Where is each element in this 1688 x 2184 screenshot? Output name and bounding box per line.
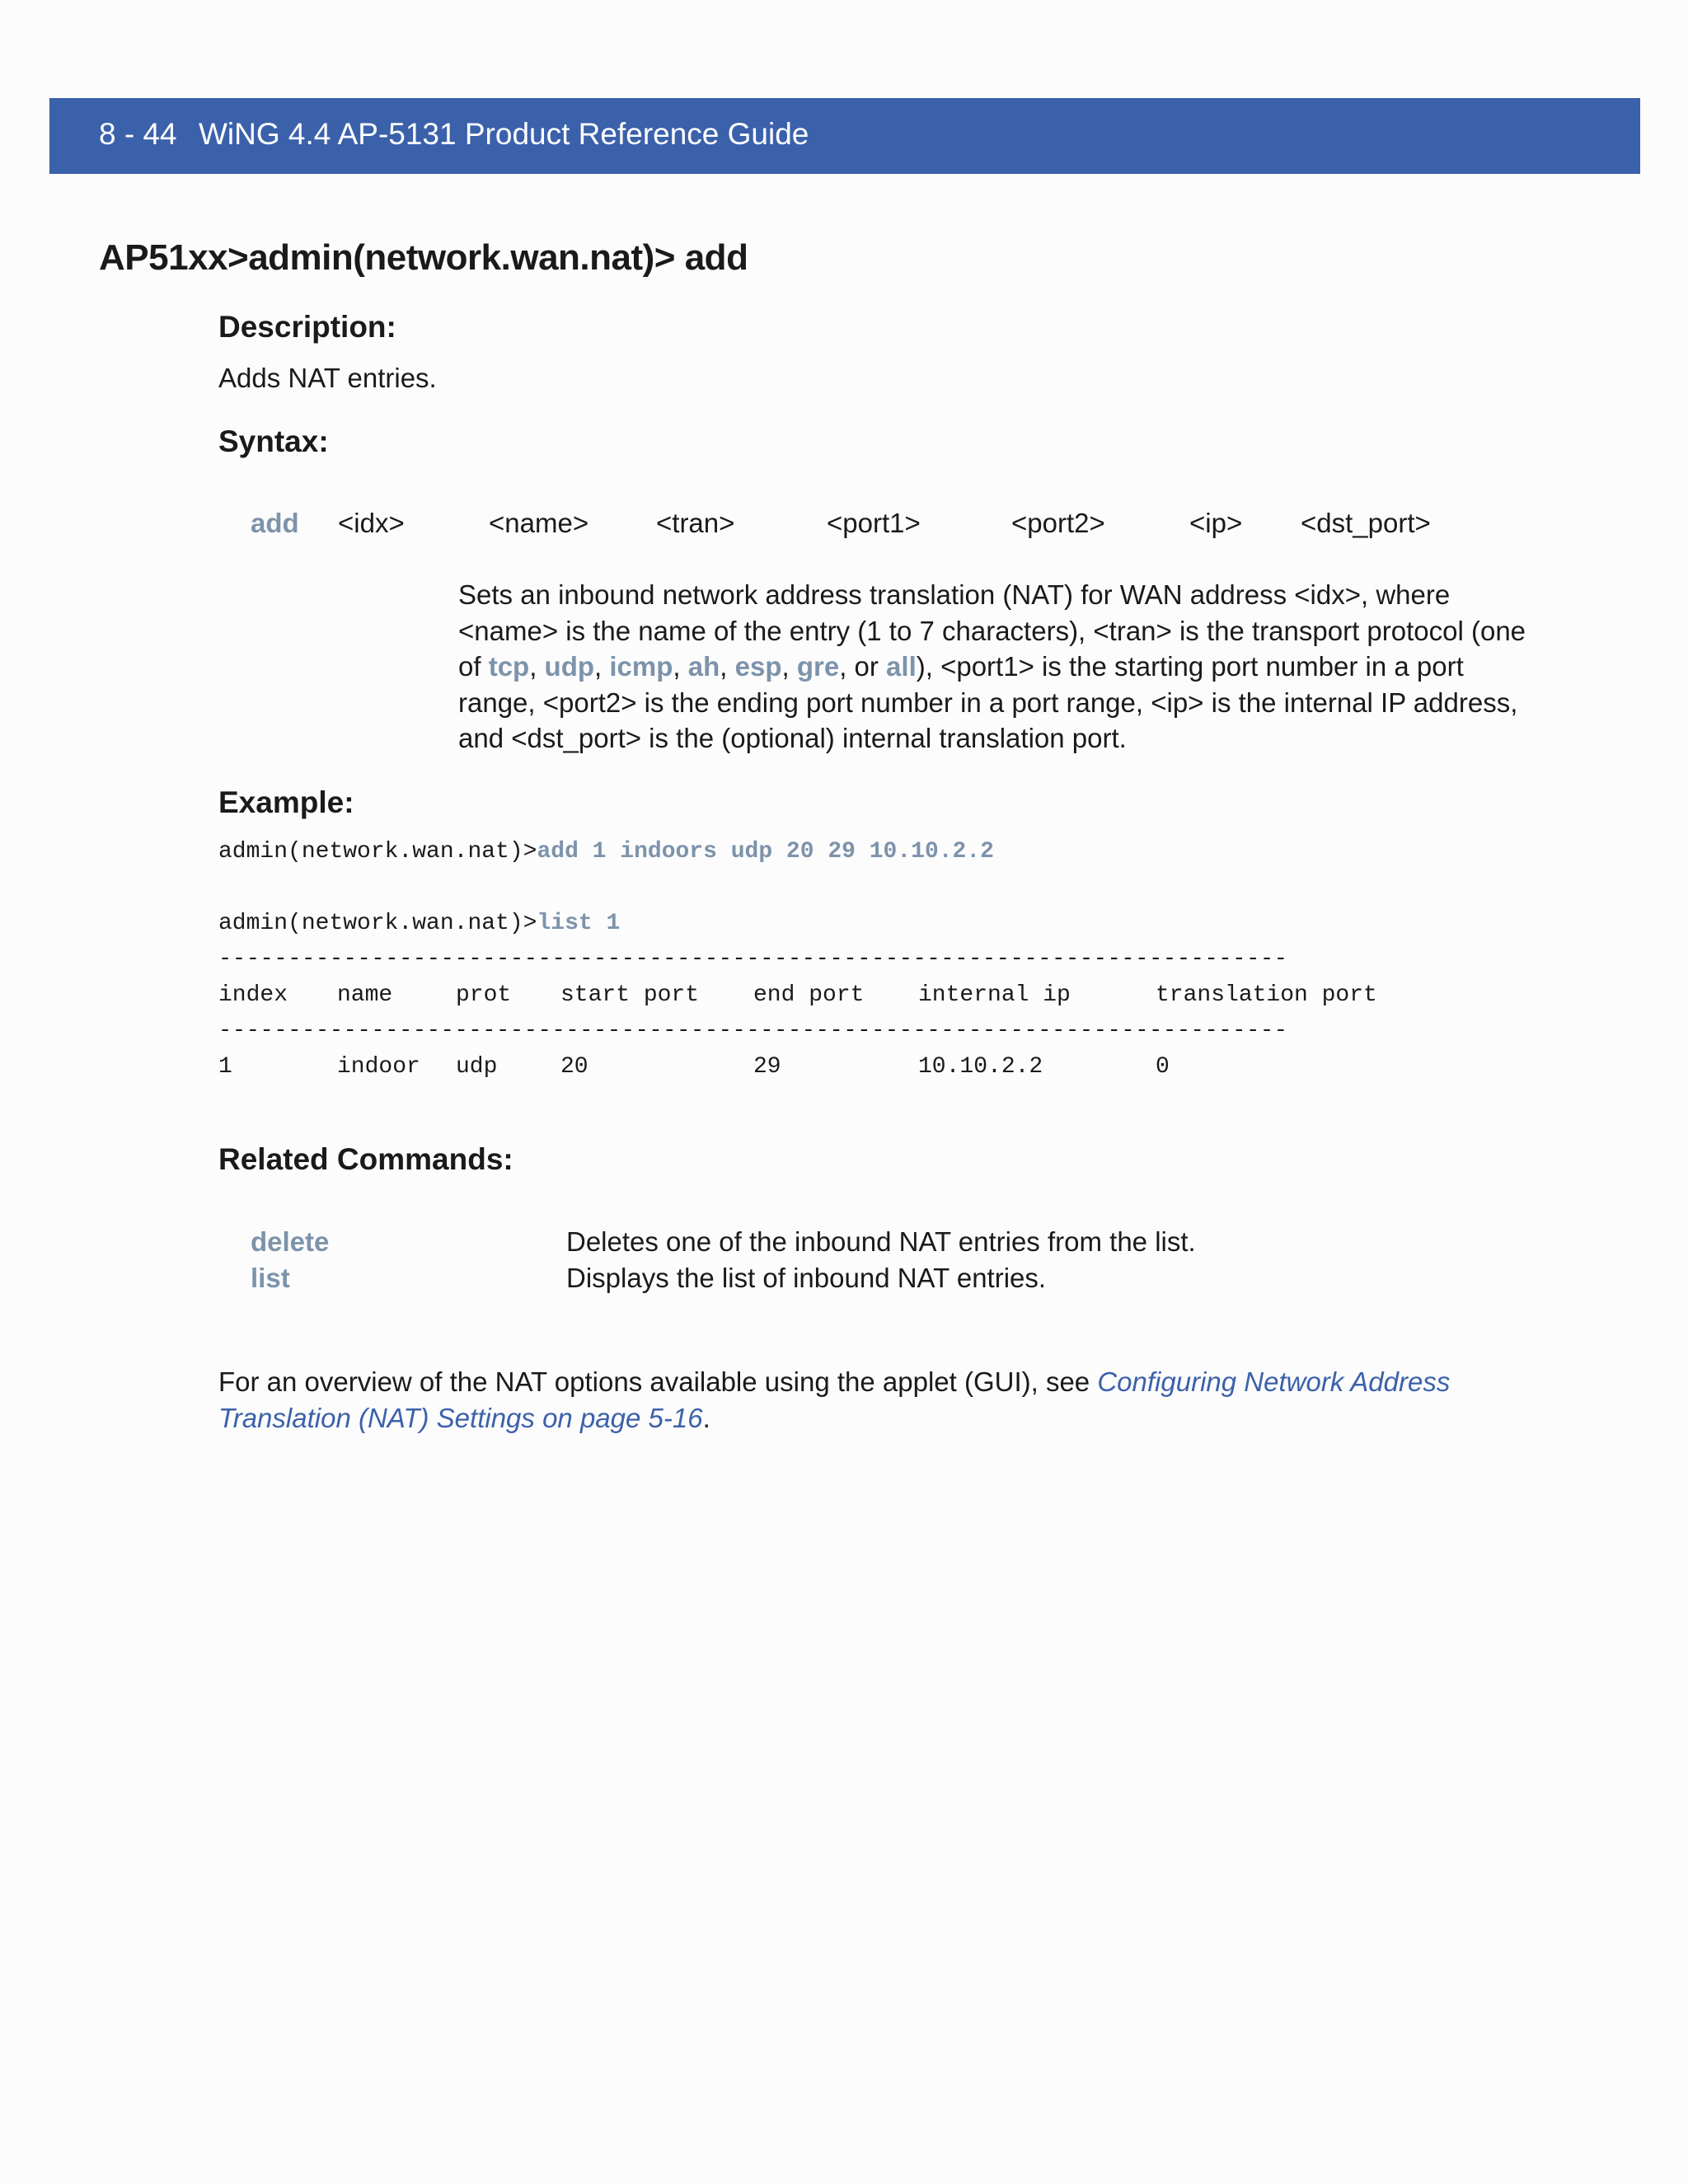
syntax-command: add (251, 508, 299, 538)
table-cell: udp (456, 1054, 498, 1080)
column-header: name (337, 982, 393, 1008)
protocol-all: all (886, 651, 917, 682)
desc-separator: , (594, 651, 610, 682)
column-header: start port (560, 982, 700, 1008)
syntax-param-name: <name> (489, 508, 589, 538)
table-rule-bottom: ----------------------------------------------------------------------------- (218, 1019, 1288, 1043)
related-command-list: list (251, 1263, 290, 1293)
protocol-udp: udp (544, 651, 595, 682)
table-cell: 29 (753, 1054, 781, 1080)
cross-reference-link[interactable]: Configuring Network Address Translation (NAT) Settings on page 5-16 (218, 1366, 1451, 1433)
related-command-desc: Deletes one of the inbound NAT entries from the list. (566, 1226, 1196, 1257)
column-header: prot (456, 982, 512, 1008)
table-cell: 10.10.2.2 (918, 1054, 1043, 1080)
cli-prompt: admin(network.wan.nat)> (218, 839, 537, 865)
column-header: translation port (1156, 982, 1377, 1008)
overview-end: . (702, 1403, 710, 1433)
syntax-param-idx: <idx> (338, 508, 405, 538)
guide-title: WiNG 4.4 AP-5131 Product Reference Guide (199, 117, 809, 151)
table-cell: 0 (1156, 1054, 1170, 1080)
command-title: AP51xx>admin(network.wan.nat)> add (99, 237, 748, 278)
syntax-param-port2: <port2> (1011, 508, 1105, 538)
description-text: Adds NAT entries. (218, 363, 437, 393)
overview-text: For an overview of the NAT options available using the applet (GUI), see (218, 1366, 1098, 1397)
desc-separator: , or (839, 651, 887, 682)
example-heading: Example: (218, 785, 354, 819)
description-heading: Description: (218, 310, 396, 344)
protocol-ah: ah (687, 651, 720, 682)
syntax-param-dst-port: <dst_port> (1301, 508, 1431, 538)
column-header: internal ip (918, 982, 1071, 1008)
table-cell: indoor (337, 1054, 420, 1080)
protocol-icmp: icmp (609, 651, 673, 682)
syntax-param-tran: <tran> (656, 508, 735, 538)
syntax-heading: Syntax: (218, 424, 329, 458)
desc-separator: , (673, 651, 688, 682)
syntax-param-ip: <ip> (1189, 508, 1243, 538)
cli-command: list 1 (537, 911, 621, 936)
table-cell: 1 (218, 1054, 232, 1080)
syntax-description (458, 577, 1546, 757)
column-header: end port (753, 982, 865, 1008)
protocol-tcp: tcp (488, 651, 530, 682)
syntax-param-port1: <port1> (827, 508, 921, 538)
cli-command: add 1 indoors udp 20 29 10.10.2.2 (537, 839, 994, 865)
protocol-gre: gre (796, 651, 840, 682)
table-rule-top: ----------------------------------------------------------------------------- (218, 947, 1288, 972)
desc-text: ), <port1> is the starting port number in a port range, <port2> is the ending port number in a port range, <ip> is the internal IP address, and <dst_port> is the (optional) internal translation port. (458, 651, 1518, 753)
overview-paragraph (218, 1364, 1570, 1436)
desc-separator: , (529, 651, 545, 682)
example-line-add (218, 834, 994, 870)
page-header-bar (49, 98, 1640, 174)
protocol-esp: esp (734, 651, 782, 682)
related-command-desc: Displays the list of inbound NAT entries. (566, 1263, 1047, 1293)
table-cell: 20 (560, 1054, 588, 1080)
desc-separator: , (720, 651, 735, 682)
cli-prompt: admin(network.wan.nat)> (218, 911, 537, 936)
related-command-delete: delete (251, 1226, 330, 1257)
example-line-list (218, 906, 620, 942)
desc-separator: , (781, 651, 797, 682)
column-header: index (218, 982, 288, 1008)
page-number: 8 - 44 (99, 117, 177, 151)
desc-text: Sets an inbound network address translation (NAT) for WAN address <idx>, where <name> is the name of the entry (1 to 7 characters), <tran> is the transport protocol (one of (458, 579, 1526, 682)
related-commands-heading: Related Commands: (218, 1142, 513, 1176)
